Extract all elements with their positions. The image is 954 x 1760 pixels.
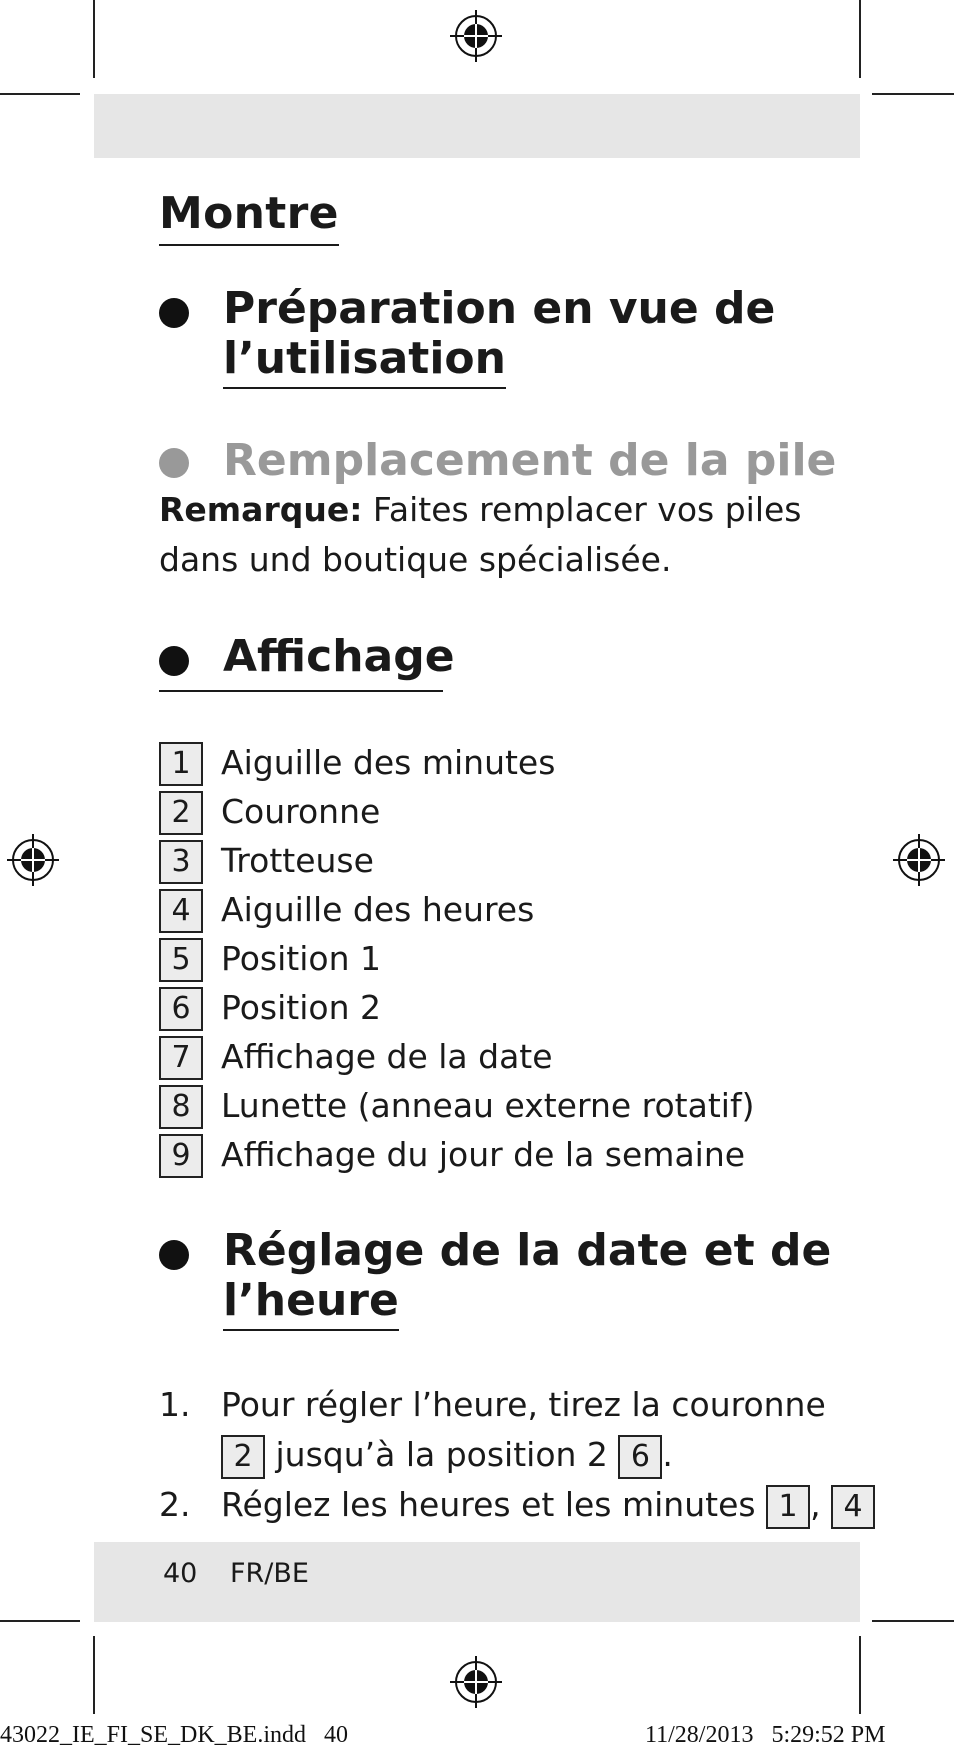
section-title [223,284,775,384]
bullet-icon [159,1240,189,1270]
step-number: 1. [159,1385,191,1424]
ref-number: 4 [831,1485,875,1529]
section-preparation [159,283,859,400]
crop-mark [93,1636,95,1714]
section-title-line2: l’utilisation [223,333,506,389]
section-underline [159,690,443,692]
legend-label: Lunette (anneau externe rotatif) [221,1086,755,1125]
page-title: Montre [159,186,339,246]
legend-label: Trotteuse [221,841,374,880]
note-label: Remarque: [159,490,363,529]
step-text-line1: Pour régler l’heure, tirez la couronne [221,1385,826,1424]
step-text-mid: jusqu’à la position 2 [265,1435,619,1474]
section-battery [159,435,859,590]
section-title-line2: l’heure [223,1275,399,1331]
step-text-main: Réglez les heures et les minutes [221,1485,767,1524]
bullet-icon [159,448,189,478]
legend-label: Position 2 [221,988,381,1027]
step-sep: , [810,1485,821,1524]
bullet-icon [159,298,189,328]
legend-number: 6 [159,987,203,1031]
step-number: 2. [159,1485,191,1524]
legend-label: Aiguille des minutes [221,743,556,782]
note-text-line2: dans und boutique spécialisée. [159,540,672,579]
registration-mark-icon [450,1656,502,1708]
header-band [94,94,860,158]
legend-number: 2 [159,791,203,835]
ref-number: 2 [221,1435,265,1479]
slug-filename: 43022_IE_FI_SE_DK_BE.indd 40 [0,1722,348,1748]
section-title [223,1226,831,1326]
ref-number: 1 [766,1485,810,1529]
crop-mark [93,0,95,78]
step-text [221,1380,826,1480]
crop-mark [0,1620,80,1622]
legend-number: 7 [159,1036,203,1080]
legend-number: 3 [159,840,203,884]
slug-timestamp: 11/28/2013 5:29:52 PM [645,1722,886,1748]
legend-label: Couronne [221,792,381,831]
legend-label: Affichage du jour de la semaine [221,1135,746,1174]
note-text-line1: Faites remplacer vos piles [362,490,802,529]
section-title-line1: Réglage de la date et de [223,1225,832,1276]
crop-mark [872,1620,954,1622]
page-number: 40 [163,1558,198,1589]
section-title [223,632,455,682]
section-title-text: Affichage [223,631,455,682]
ref-number: 6 [618,1435,662,1479]
legend-number: 5 [159,938,203,982]
crop-mark [859,1636,861,1714]
legend-number: 4 [159,889,203,933]
legend-number: 1 [159,742,203,786]
bullet-icon [159,646,189,676]
section-title-line1: Préparation en vue de [223,283,776,334]
step-item [159,1480,863,1530]
step-item [159,1380,859,1480]
crop-mark [0,93,80,95]
legend-label: Affichage de la date [221,1037,553,1076]
legend-label: Aiguille des heures [221,890,535,929]
section-setting [159,1225,859,1342]
step-text [221,1480,875,1530]
legend-label: Position 1 [221,939,381,978]
legend-number: 8 [159,1085,203,1129]
crop-mark [859,0,861,78]
step-text-end: . [662,1435,673,1474]
registration-mark-icon [893,834,945,886]
section-display [159,631,859,698]
language-code: FR/BE [230,1558,309,1589]
registration-mark-icon [450,10,502,62]
section-title: Remplacement de la pile [223,435,837,486]
crop-mark [872,93,954,95]
legend-number: 9 [159,1134,203,1178]
registration-mark-icon [7,834,59,886]
footer-band [94,1542,860,1622]
battery-note [159,485,859,585]
